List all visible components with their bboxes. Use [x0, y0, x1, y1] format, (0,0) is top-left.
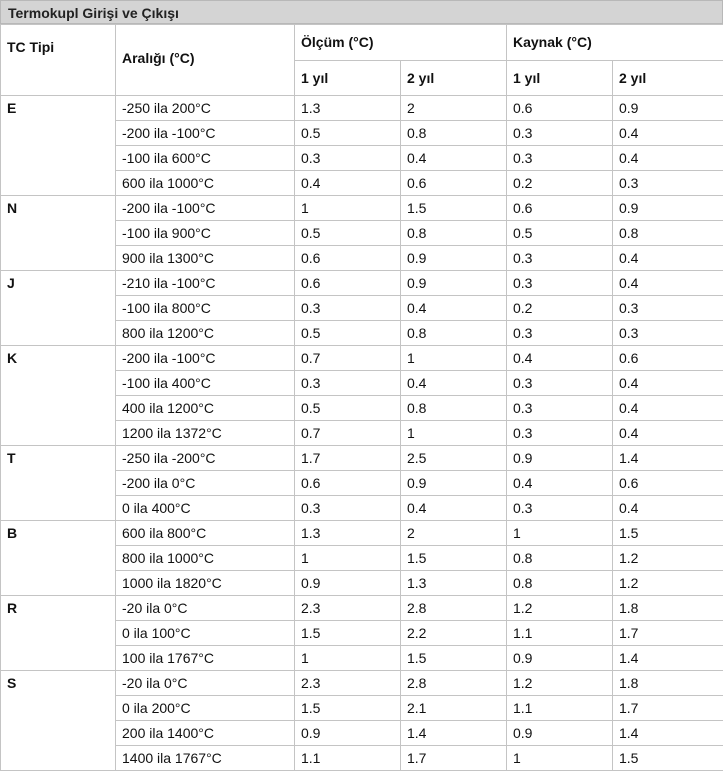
measurement-2yr-cell: 0.8 [401, 221, 507, 246]
source-2yr-cell: 0.4 [613, 496, 723, 521]
tc-type-cell: J [1, 271, 116, 346]
range-cell: -100 ila 900°C [116, 221, 295, 246]
range-cell: 1200 ila 1372°C [116, 421, 295, 446]
source-1yr-cell: 0.3 [507, 421, 613, 446]
range-cell: -100 ila 400°C [116, 371, 295, 396]
measurement-1yr-cell: 0.6 [295, 471, 401, 496]
source-1yr-cell: 0.2 [507, 171, 613, 196]
tc-type-cell: N [1, 196, 116, 271]
source-1yr-cell: 0.3 [507, 496, 613, 521]
header-measurement: Ölçüm (°C) [295, 25, 507, 61]
measurement-1yr-cell: 2.3 [295, 671, 401, 696]
source-1yr-cell: 0.4 [507, 471, 613, 496]
measurement-1yr-cell: 0.4 [295, 171, 401, 196]
header-measurement-year2: 2 yıl [401, 60, 507, 96]
measurement-1yr-cell: 1 [295, 546, 401, 571]
tc-type-cell: T [1, 446, 116, 521]
measurement-1yr-cell: 1.1 [295, 746, 401, 771]
source-1yr-cell: 0.8 [507, 571, 613, 596]
source-2yr-cell: 0.6 [613, 346, 723, 371]
source-1yr-cell: 0.9 [507, 446, 613, 471]
measurement-1yr-cell: 0.9 [295, 721, 401, 746]
measurement-1yr-cell: 1.5 [295, 621, 401, 646]
source-2yr-cell: 1.8 [613, 671, 723, 696]
measurement-2yr-cell: 1.7 [401, 746, 507, 771]
measurement-1yr-cell: 0.3 [295, 371, 401, 396]
table-row [1, 96, 723, 121]
measurement-1yr-cell: 1 [295, 646, 401, 671]
header-range: Aralığı (°C) [116, 25, 295, 96]
measurement-2yr-cell: 0.8 [401, 321, 507, 346]
range-cell: -200 ila 0°C [116, 471, 295, 496]
measurement-2yr-cell: 2.8 [401, 671, 507, 696]
measurement-1yr-cell: 0.7 [295, 421, 401, 446]
measurement-2yr-cell: 1.5 [401, 196, 507, 221]
range-cell: 1000 ila 1820°C [116, 571, 295, 596]
source-2yr-cell: 1.4 [613, 446, 723, 471]
measurement-2yr-cell: 0.9 [401, 271, 507, 296]
tc-type-cell: S [1, 671, 116, 771]
source-1yr-cell: 0.9 [507, 721, 613, 746]
range-cell: 1400 ila 1767°C [116, 746, 295, 771]
measurement-1yr-cell: 0.6 [295, 246, 401, 271]
measurement-2yr-cell: 2 [401, 521, 507, 546]
source-1yr-cell: 1.2 [507, 671, 613, 696]
source-2yr-cell: 0.6 [613, 471, 723, 496]
range-cell: -20 ila 0°C [116, 596, 295, 621]
source-1yr-cell: 0.4 [507, 346, 613, 371]
source-2yr-cell: 0.4 [613, 146, 723, 171]
measurement-1yr-cell: 1.5 [295, 696, 401, 721]
spec-table [0, 24, 723, 771]
measurement-2yr-cell: 0.9 [401, 246, 507, 271]
table-row [1, 446, 723, 471]
header-source: Kaynak (°C) [507, 25, 723, 61]
table-body [1, 96, 723, 771]
source-2yr-cell: 0.4 [613, 246, 723, 271]
source-2yr-cell: 1.5 [613, 746, 723, 771]
tc-type-cell: B [1, 521, 116, 596]
measurement-1yr-cell: 0.3 [295, 496, 401, 521]
source-1yr-cell: 0.3 [507, 246, 613, 271]
range-cell: -200 ila -100°C [116, 196, 295, 221]
measurement-1yr-cell: 0.5 [295, 396, 401, 421]
measurement-2yr-cell: 1 [401, 346, 507, 371]
measurement-2yr-cell: 2.8 [401, 596, 507, 621]
measurement-2yr-cell: 1 [401, 421, 507, 446]
source-1yr-cell: 1.1 [507, 621, 613, 646]
measurement-2yr-cell: 0.4 [401, 496, 507, 521]
range-cell: -20 ila 0°C [116, 671, 295, 696]
measurement-1yr-cell: 0.3 [295, 296, 401, 321]
source-1yr-cell: 0.8 [507, 546, 613, 571]
source-1yr-cell: 0.3 [507, 121, 613, 146]
source-2yr-cell: 0.4 [613, 121, 723, 146]
measurement-2yr-cell: 1.3 [401, 571, 507, 596]
source-2yr-cell: 0.3 [613, 171, 723, 196]
measurement-2yr-cell: 1.4 [401, 721, 507, 746]
range-cell: 0 ila 100°C [116, 621, 295, 646]
range-cell: 800 ila 1200°C [116, 321, 295, 346]
source-1yr-cell: 0.6 [507, 196, 613, 221]
tc-type-cell: R [1, 596, 116, 671]
table-header [1, 25, 723, 96]
source-2yr-cell: 0.8 [613, 221, 723, 246]
measurement-1yr-cell: 0.5 [295, 221, 401, 246]
measurement-1yr-cell: 1.7 [295, 446, 401, 471]
table-row [1, 271, 723, 296]
range-cell: -200 ila -100°C [116, 346, 295, 371]
source-1yr-cell: 0.9 [507, 646, 613, 671]
measurement-2yr-cell: 0.6 [401, 171, 507, 196]
measurement-1yr-cell: 1.3 [295, 96, 401, 121]
tc-type-cell: K [1, 346, 116, 446]
source-2yr-cell: 1.8 [613, 596, 723, 621]
source-1yr-cell: 0.3 [507, 146, 613, 171]
range-cell: 100 ila 1767°C [116, 646, 295, 671]
range-cell: 600 ila 800°C [116, 521, 295, 546]
measurement-1yr-cell: 1 [295, 196, 401, 221]
range-cell: 0 ila 400°C [116, 496, 295, 521]
measurement-1yr-cell: 0.5 [295, 321, 401, 346]
source-2yr-cell: 0.4 [613, 371, 723, 396]
measurement-2yr-cell: 2.2 [401, 621, 507, 646]
range-cell: -250 ila -200°C [116, 446, 295, 471]
source-2yr-cell: 1.4 [613, 646, 723, 671]
table-row [1, 346, 723, 371]
range-cell: 200 ila 1400°C [116, 721, 295, 746]
source-1yr-cell: 0.3 [507, 371, 613, 396]
measurement-2yr-cell: 2.5 [401, 446, 507, 471]
measurement-1yr-cell: 1.3 [295, 521, 401, 546]
range-cell: -100 ila 600°C [116, 146, 295, 171]
measurement-2yr-cell: 0.8 [401, 121, 507, 146]
source-1yr-cell: 0.3 [507, 396, 613, 421]
table-row [1, 196, 723, 221]
measurement-2yr-cell: 0.4 [401, 146, 507, 171]
measurement-1yr-cell: 0.5 [295, 121, 401, 146]
table-row [1, 596, 723, 621]
measurement-2yr-cell: 0.4 [401, 371, 507, 396]
range-cell: -200 ila -100°C [116, 121, 295, 146]
measurement-1yr-cell: 0.6 [295, 271, 401, 296]
tc-type-cell: E [1, 96, 116, 196]
measurement-2yr-cell: 1.5 [401, 546, 507, 571]
measurement-2yr-cell: 0.4 [401, 296, 507, 321]
source-2yr-cell: 0.4 [613, 421, 723, 446]
measurement-2yr-cell: 0.9 [401, 471, 507, 496]
header-tc-type: TC Tipi [1, 25, 116, 96]
source-2yr-cell: 1.2 [613, 571, 723, 596]
source-1yr-cell: 0.3 [507, 271, 613, 296]
header-measurement-year1: 1 yıl [295, 60, 401, 96]
source-1yr-cell: 0.3 [507, 321, 613, 346]
source-1yr-cell: 1 [507, 521, 613, 546]
measurement-2yr-cell: 2 [401, 96, 507, 121]
source-2yr-cell: 1.5 [613, 521, 723, 546]
range-cell: 900 ila 1300°C [116, 246, 295, 271]
source-2yr-cell: 0.3 [613, 296, 723, 321]
source-1yr-cell: 0.6 [507, 96, 613, 121]
range-cell: 800 ila 1000°C [116, 546, 295, 571]
range-cell: -100 ila 800°C [116, 296, 295, 321]
source-2yr-cell: 0.9 [613, 96, 723, 121]
range-cell: 0 ila 200°C [116, 696, 295, 721]
source-2yr-cell: 1.2 [613, 546, 723, 571]
source-1yr-cell: 0.5 [507, 221, 613, 246]
measurement-2yr-cell: 1.5 [401, 646, 507, 671]
measurement-1yr-cell: 2.3 [295, 596, 401, 621]
range-cell: 400 ila 1200°C [116, 396, 295, 421]
table-row [1, 671, 723, 696]
table-row [1, 521, 723, 546]
range-cell: 600 ila 1000°C [116, 171, 295, 196]
section-title: Termokupl Girişi ve Çıkışı [0, 0, 723, 24]
source-1yr-cell: 1.2 [507, 596, 613, 621]
measurement-2yr-cell: 0.8 [401, 396, 507, 421]
source-2yr-cell: 0.4 [613, 271, 723, 296]
header-source-year2: 2 yıl [613, 60, 723, 96]
measurement-1yr-cell: 0.9 [295, 571, 401, 596]
measurement-1yr-cell: 0.3 [295, 146, 401, 171]
measurement-2yr-cell: 2.1 [401, 696, 507, 721]
range-cell: -250 ila 200°C [116, 96, 295, 121]
measurement-1yr-cell: 0.7 [295, 346, 401, 371]
range-cell: -210 ila -100°C [116, 271, 295, 296]
source-2yr-cell: 1.4 [613, 721, 723, 746]
source-1yr-cell: 0.2 [507, 296, 613, 321]
source-2yr-cell: 0.4 [613, 396, 723, 421]
source-2yr-cell: 1.7 [613, 621, 723, 646]
header-source-year1: 1 yıl [507, 60, 613, 96]
source-1yr-cell: 1 [507, 746, 613, 771]
source-1yr-cell: 1.1 [507, 696, 613, 721]
source-2yr-cell: 0.3 [613, 321, 723, 346]
source-2yr-cell: 0.9 [613, 196, 723, 221]
source-2yr-cell: 1.7 [613, 696, 723, 721]
